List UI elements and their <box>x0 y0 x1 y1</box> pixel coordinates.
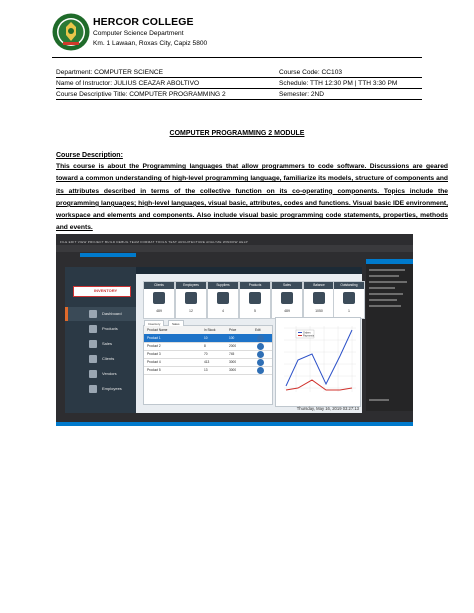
nav-label: Vendors <box>102 371 117 376</box>
property-row <box>369 299 397 301</box>
sales-line-chart <box>275 317 361 407</box>
nav-marker <box>65 352 68 366</box>
info-department: Department: COMPUTER SCIENCE <box>56 69 163 76</box>
stat-title: Outstanding <box>334 282 364 289</box>
products-icon <box>89 325 97 333</box>
nav-clients <box>65 352 136 366</box>
ide-menu-bar: FILE EDIT VIEW PROJECT BUILD DEBUG TEAM FORMAT TOOLS TEST ARCHITECTURE ANALYZE WINDOW HELP <box>60 240 248 244</box>
tab-sales: Sales <box>168 320 184 328</box>
ide-screenshot <box>56 234 413 426</box>
clients-icon <box>89 355 97 363</box>
grid-cell: Product 1 <box>147 336 161 340</box>
grid-header: In Stock <box>204 328 216 332</box>
ide-document-tab <box>80 253 136 257</box>
cart-stat-icon <box>281 292 293 304</box>
grid-cell: 10 <box>204 336 208 340</box>
module-title: COMPUTER PROGRAMMING 2 MODULE <box>169 130 305 137</box>
chart-legend-orders: Orders <box>303 331 311 335</box>
nav-products <box>65 322 136 336</box>
info-schedule: Schedule: TTH 12:30 PM | TTH 3:30 PM <box>279 80 398 87</box>
stat-card <box>271 281 303 319</box>
active-marker <box>65 307 68 321</box>
edit-icon <box>257 359 264 366</box>
nav-marker <box>65 322 68 336</box>
grid-cell: 745 <box>229 352 235 356</box>
inventory-grid <box>143 322 273 405</box>
stat-value: 489 <box>156 309 162 313</box>
college-name: HERCOR COLLEGE <box>93 16 194 28</box>
grid-cell: Product 5 <box>147 368 161 372</box>
stat-card <box>303 281 335 319</box>
grid-cell: 70 <box>204 352 208 356</box>
stat-value: 489 <box>284 309 290 313</box>
info-course-title: Course Descriptive Title: COMPUTER PROGRAMMING 2 <box>56 91 226 98</box>
nav-vendors <box>65 367 136 381</box>
grid-cell: Product 2 <box>147 344 161 348</box>
clients-stat-icon <box>153 292 165 304</box>
stat-title: Balance <box>304 282 334 289</box>
stat-value: 5 <box>254 309 256 313</box>
edit-icon <box>257 343 264 350</box>
grid-cell: 413 <box>204 360 210 364</box>
app-logo-text: INVENTORY <box>94 288 118 293</box>
nav-dashboard <box>65 307 136 321</box>
grid-cell: 8 <box>204 344 206 348</box>
vendors-icon <box>89 370 97 378</box>
course-description-text: This course is about the Programming languages that allow programmers to code software. Discussions are geared toward a common understanding of high-level programming language, familiarize its models, structure of components and its attributes described in terms of the collective function on its co-operating components. Topics include the programming languages; high-level languages, visual basic, attributes, codes and functions. Visual basic IDE environment, workspace and elements and components. Also include visual basic programming code statements, properties, methods and events. <box>56 163 448 232</box>
property-row <box>369 293 403 295</box>
property-row <box>369 305 401 307</box>
grid-cell: 13 <box>204 368 208 372</box>
info-course-code: Course Code: CC103 <box>279 69 343 76</box>
app-top-bar <box>136 267 362 274</box>
suppliers-stat-icon <box>217 292 229 304</box>
table-row <box>144 366 272 375</box>
stat-title: Sales <box>272 282 302 289</box>
property-row <box>369 275 399 277</box>
edit-icon <box>257 367 264 374</box>
properties-panel <box>366 259 413 411</box>
dashboard-icon <box>89 310 97 318</box>
grid-cell: Product 3 <box>147 352 161 356</box>
nav-marker <box>65 337 68 351</box>
property-row <box>369 281 407 283</box>
products-stat-icon <box>249 292 261 304</box>
stat-card <box>143 281 175 319</box>
college-seal <box>52 13 90 51</box>
nav-label: Dashboard <box>102 311 122 316</box>
info-rule <box>56 99 422 100</box>
edit-icon <box>257 335 264 342</box>
stat-title: Employees <box>176 282 206 289</box>
stat-title: Suppliers <box>208 282 238 289</box>
info-rule <box>56 77 422 78</box>
stat-card <box>239 281 271 319</box>
property-row <box>369 287 395 289</box>
grid-cell: 3000 <box>229 368 237 372</box>
info-rule <box>56 88 422 89</box>
nav-label: Clients <box>102 356 115 361</box>
nav-label: Products <box>102 326 118 331</box>
address-line: Km. 1 Lawaan, Roxas City, Capiz 5800 <box>93 40 208 47</box>
stat-card <box>207 281 239 319</box>
grid-header: Edit <box>255 328 261 332</box>
app-logo <box>73 286 131 297</box>
nav-label: Employees <box>102 386 122 391</box>
stat-value: 4 <box>222 309 224 313</box>
inventory-app-window <box>65 267 362 413</box>
nav-sales <box>65 337 136 351</box>
money-stat-icon <box>313 292 325 304</box>
employees-icon <box>89 385 97 393</box>
edit-icon <box>257 351 264 358</box>
team-stat-icon <box>343 292 355 304</box>
stat-value: 1050 <box>315 309 323 313</box>
nav-marker <box>65 367 68 381</box>
employees-stat-icon <box>185 292 197 304</box>
app-sidebar <box>65 267 136 413</box>
grid-cell: Product 4 <box>147 360 161 364</box>
stat-value: 12 <box>189 309 193 313</box>
stat-card <box>333 281 365 319</box>
stat-title: Clients <box>144 282 174 289</box>
ide-status-bar <box>56 422 413 426</box>
property-row <box>369 399 389 401</box>
stat-card <box>175 281 207 319</box>
sales-icon <box>89 340 97 348</box>
stat-title: Products <box>240 282 270 289</box>
tab-inventory: Inventory <box>144 320 164 328</box>
header-divider <box>52 57 422 58</box>
nav-label: Sales <box>102 341 113 346</box>
datetime-display: Thursday, May 16, 2019 03:27:13 <box>296 406 359 411</box>
info-semester: Semester: 2ND <box>279 91 325 98</box>
department-line: Computer Science Department <box>93 30 184 37</box>
nav-marker <box>65 382 68 396</box>
nav-employees <box>65 382 136 396</box>
course-description-heading: Course Description: <box>56 152 123 159</box>
info-instructor: Name of Instructor: JULIUS CEAZAR ABOLTIVO <box>56 80 200 87</box>
grid-cell: 2000 <box>229 344 237 348</box>
property-row <box>369 269 405 271</box>
stat-value: 1 <box>348 309 350 313</box>
ide-toolbar <box>56 245 413 252</box>
grid-cell: 100 <box>229 336 235 340</box>
grid-cell: 3000 <box>229 360 237 364</box>
grid-header: Product Name <box>147 328 168 332</box>
grid-header: Price <box>229 328 237 332</box>
properties-header <box>366 259 413 264</box>
chart-legend-payments: Payments <box>303 334 315 338</box>
